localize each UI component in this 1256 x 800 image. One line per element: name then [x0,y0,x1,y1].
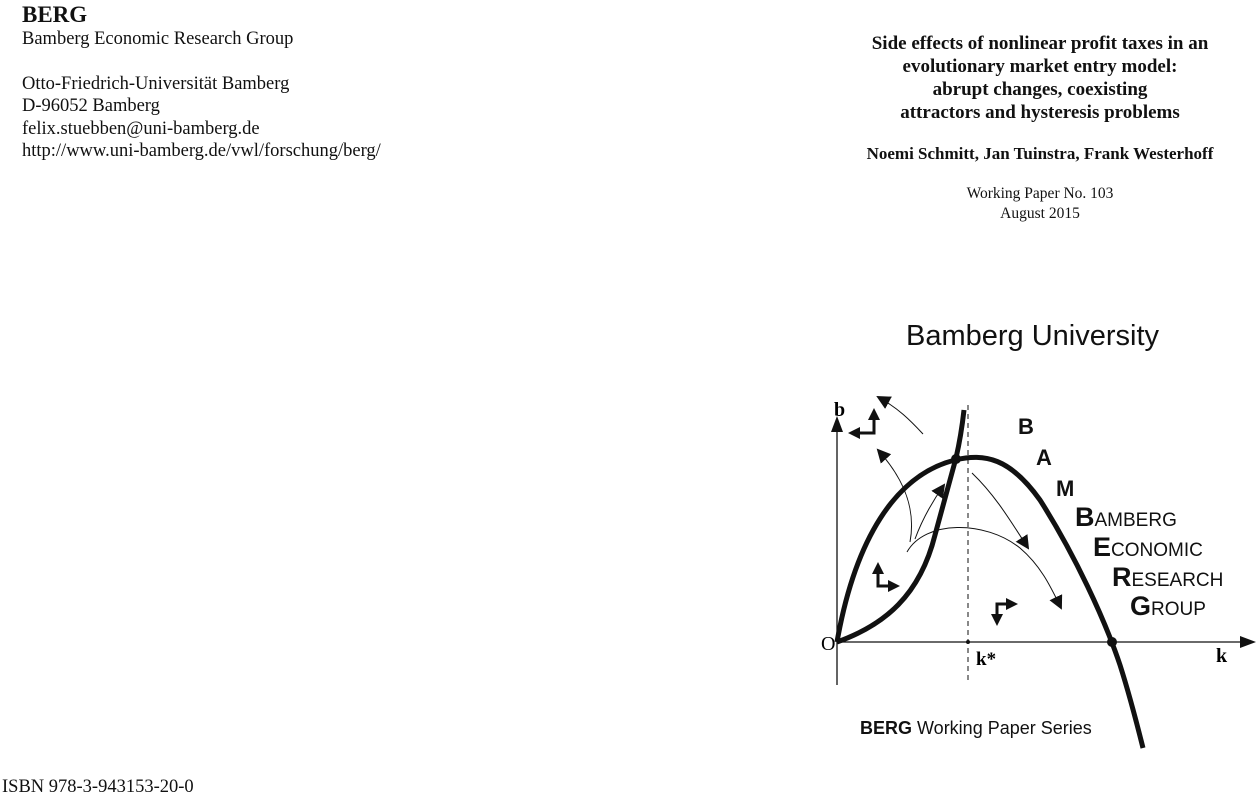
origin-label: O [821,633,836,655]
title-line: abrupt changes, coexisting [932,79,1148,100]
series-label [860,717,1092,739]
publisher-acronym: BERG [22,2,88,27]
logo-letter-b: B [1018,414,1034,439]
k-axis [837,636,1256,648]
contact-email[interactable]: felix.stuebben@uni-bamberg.de [22,118,260,139]
logo-word-bamberg: BAMBERG [1075,502,1177,532]
logo-word-economic: ECONOMIC [1093,532,1203,562]
website-url[interactable]: http://www.uni-bamberg.de/vwl/forschung/berg/ [22,141,381,161]
title-line: evolutionary market entry model: [902,56,1178,77]
logo-letter-m: M [1056,476,1075,501]
university-label: Bamberg University [906,320,1160,352]
title-line: attractors and hysteresis problems [900,102,1180,123]
steep-curve [956,410,964,458]
paper-title [835,32,1245,124]
direction-arrow-up-right [872,562,900,592]
isbn: ISBN 978-3-943153-20-0 [2,777,194,797]
university-name: Otto-Friedrich-Universität Bamberg [22,73,290,94]
title-line: Side effects of nonlinear profit taxes in an [871,33,1209,54]
k-axis-label: k [1216,645,1228,667]
logo-word-group: GROUP [1130,591,1206,621]
publication-date: August 2015 [1000,205,1080,222]
direction-arrow-down-right [991,598,1018,626]
publisher-name: Bamberg Economic Research Group [22,29,294,49]
parabola-curve [837,457,1143,748]
postal-address: D-96052 Bamberg [22,96,160,116]
b-axis-label: b [834,399,846,421]
direction-arrow-up-left [848,408,880,439]
spacer [22,51,381,73]
working-paper-info [835,184,1245,224]
lens-lower-curve [837,458,956,642]
paper-authors: Noemi Schmitt, Jan Tuinstra, Frank Westerhoff [866,144,1214,163]
berg-logo-figure [810,380,1256,760]
series-label-bold: BERG [860,718,913,738]
paper-title-block [835,32,1245,224]
logo-letter-a: A [1036,445,1052,470]
k-star-label: k* [976,649,997,670]
logo-word-research: RESEARCH [1112,562,1224,592]
working-paper-number: Working Paper No. 103 [966,185,1114,202]
series-label-rest: Working Paper Series [912,718,1092,738]
publisher-address-block [22,2,381,163]
